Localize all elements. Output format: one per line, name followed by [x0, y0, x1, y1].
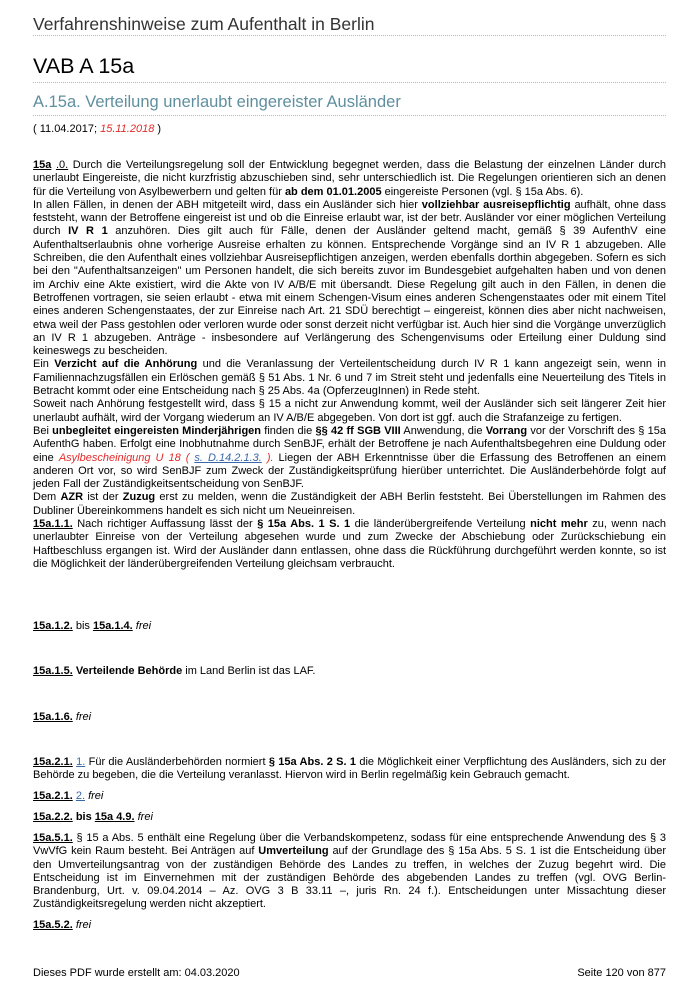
- paragraph-15a-1-1: 15a.1.1. Nach richtiger Auffassung lässt der § 15a Abs. 1 S. 1 die länderübergreifende Verteilung nicht mehr zu, wenn nach unerlaubter Einreise von der Verteilung abgesehen wurde und zum Zwecke der Abschiebung oder Zurückschiebung ein Haftbeschluss ergangen ist. Wird der Ausländer dann entlassen, ohne dass die Rückführung durchgeführt werden konnte, so ist die Möglichkeit der länderübergreifenden Verteilung gleichsam verbraucht.: [33, 518, 667, 570]
- version-dates: ( 11.04.2017; 15.11.2018 ): [33, 123, 162, 135]
- section-15a-2-1-2: 15a.2.1. 2. frei: [33, 790, 104, 802]
- site-title: Verfahrenshinweise zum Aufenthalt in Berlin: [33, 14, 375, 34]
- ref-15a-1-1[interactable]: 15a.1.1.: [33, 518, 73, 531]
- changed-text: Asylbescheinigung U 18: [58, 451, 181, 464]
- page-number: Seite 120 von 877: [577, 967, 666, 979]
- divider: [33, 35, 666, 36]
- divider: [33, 82, 666, 83]
- pdf-created-date: Dieses PDF wurde erstellt am: 04.03.2020: [33, 967, 240, 979]
- section-15a-2-2: 15a.2.2. bis 15a 4.9. frei: [33, 811, 153, 823]
- paragraph-minors: Bei unbegleitet eingereisten Minderjährigen finden die §§ 42 ff SGB VIII Anwendung, die Vorrang vor der Vorschrift des § 15a AufenthG haben. Erfolgt eine Inobhutnahme durch SenBJF, erhält der Betroffene je nach Aufenthaltsbegehren eine Duldung oder eine Asylbescheinigung U 18 ( s. D.14.2.1.3. ). Liegen der ABH Erkenntnisse über die Erfassung des Betroffenen an einem anderen Ort vor, so wird SenBJF zum Zweck der Zuständigkeitsprüfung hierüber unterrichtet. Die Ausländerbehörde folgt auf jeden Fall der Zuständigkeitsentscheidung von SenBJF.: [33, 424, 666, 491]
- section-15a-1-5: 15a.1.5. Verteilende Behörde im Land Berlin ist das LAF.: [33, 665, 316, 677]
- new-version-date: 15.11.2018: [100, 123, 155, 135]
- section-15a-1-2: 15a.1.2. bis 15a.1.4. frei: [33, 620, 152, 632]
- main-text: [33, 159, 666, 571]
- section-15a-5-2: 15a.5.2. frei: [33, 919, 92, 931]
- section-15a-5-1: 15a.5.1. § 15 a Abs. 5 enthält eine Regelung über die Verbandskompetenz, sodass für eine entsprechende Anwendung des § 3 VwVfG kein Raum besteht. Bei Anträgen auf Umverteilung auf der Grundlage des § 15a Abs. 5 S. 1 ist die Entscheidung über den Umverteilungsantrag von der zuständigen Behörde des Landes zu treffen, in welches der Zuzug begehrt wird. Die Entscheidung ist im Einvernehmen mit der zuständigen Behörde des abgebenden Landes zu treffen (vgl. OVG Berlin-Brandenburg, Urt. v. 09.04.2014 – Az. OVG 3 B 33.11 –, juris Rn. 24 f.). Entscheidungen unter Missachtung dieser Zuständigkeitsregelung werden nicht akzeptiert.: [33, 832, 666, 911]
- ref-15a-0[interactable]: .0.: [55, 159, 69, 171]
- link-d14-2-1-3[interactable]: s. D.14.2.1.3.: [194, 451, 262, 464]
- section-15a-1-6: 15a.1.6. frei: [33, 711, 92, 723]
- paragraph-return: Soweit nach Anhörung festgestellt wird, dass § 15 a nicht zur Anwendung kommt, weil der Ausländer sich seit längerer Zeit hier unerlaubt aufhält, wird der Vorgang wiederum an IV A/B/E abgegeben. Von dort ist ggf. auch die Strafanzeige zu fertigen.: [33, 398, 666, 424]
- paragraph-hearing: In allen Fällen, in denen der ABH mitgeteilt wird, dass ein Ausländer sich hier vollziehbar ausreisepflichtig aufhält, ohne dass feststeht, wann der Betroffene eingereist ist und ob die Einreise erlaubt war, ist der betr. Ausländer vor einer möglichen Verteilung durch IV R 1 anzuhören. Dies gilt auch für Fälle, denen der Ausländer geltend macht, gemäß § 39 AufenthV eine Aufenthaltserlaubnis ohne vorherige Ausreise erhalten zu können. Entsprechende Vorgänge sind an IV R 1 abzugeben. Alle Schreiben, die den Aufenthalt eines vollziehbar Ausreisepflichtigen anzeigen, werden ebenfalls dorthin abgegeben. Sofern es sich bei den "Aufenthaltsanzeigen" um Personen handelt, die sich bereits zuvor im Bundesgebiet aufgehalten haben und von denen im Archiv eine Akte existiert, wird die Akte von IV A/B/E mit übersandt. Diese Regelung gilt auch in den Fällen, in denen die Betroffenen vortragen, sie seien erlaubt - etwa mit einem Schengen-Visum eines anderen Schengenstaates oder mit einem Titel eines anderen Schengenstaates, der zur Einreise nach Art. 21 SDÜ berechtigt – eingereist, können dies aber nicht nachweisen, etwa weil der Pass gestohlen oder verloren wurde oder sonst derzeit nicht verfügbar ist. Auch hier sind die Vorgänge unverzüglich an IV R 1 abzugeben. Anträge - insbesondere auf Verlängerung des Schengenvisums oder Erteilung einer Duldung sind keineswegs zu bescheiden.: [33, 198, 666, 358]
- ref-15a[interactable]: 15a: [33, 159, 52, 171]
- paragraph-intro: 15a .0. Durch die Verteilungsregelung soll der Entwicklung begegnet werden, dass die Belastung der einzelnen Länder durch unerlaubt Eingereiste, die nicht kurzfristig abzuschieben sind, sehr unterschiedlich ist. Die Regelungen orientieren sich an denen für die Verteilung von Asylbewerbern und gelten für ab dem 01.01.2005 eingereiste Personen (vgl. § 15a Abs. 6).: [33, 159, 666, 198]
- section-title: A.15a. Verteilung unerlaubt eingereister Ausländer: [33, 93, 401, 111]
- page-footer: [33, 966, 666, 980]
- page: [33, 0, 667, 931]
- section-15a-2-1-1: 15a.2.1. 1. Für die Ausländerbehörden normiert § 15a Abs. 2 S. 1 die Möglichkeit einer Verpflichtung des Ausländers, sich zu der Behörde zu begeben, die die Verteilung veranlasst. Hiervon wird in Berlin regelmäßig kein Gebrauch gemacht.: [33, 756, 666, 782]
- divider: [33, 115, 666, 116]
- document-title: VAB A 15a: [33, 54, 135, 78]
- paragraph-azr: Dem AZR ist der Zuzug erst zu melden, wenn die Zuständigkeit der ABH Berlin feststeht. Bei Überstellungen im Rahmen des Dubliner Übereinkommens handelt es sich nicht um Neueinreisen.: [33, 491, 666, 517]
- paragraph-waiver: Ein Verzicht auf die Anhörung und die Veranlassung der Verteilentscheidung durch IV R 1 kann angezeigt sein, wenn in Familiennachzugsfällen ein Erlöschen gemäß § 51 Abs. 1 Nr. 6 und 7 im Streit steht und jedenfalls eine Neuerteilung des Titels in Betracht kommt oder eine Entscheidung nach § 25 Abs. 4a (OpferzeugInnen) in Rede steht.: [33, 358, 666, 398]
